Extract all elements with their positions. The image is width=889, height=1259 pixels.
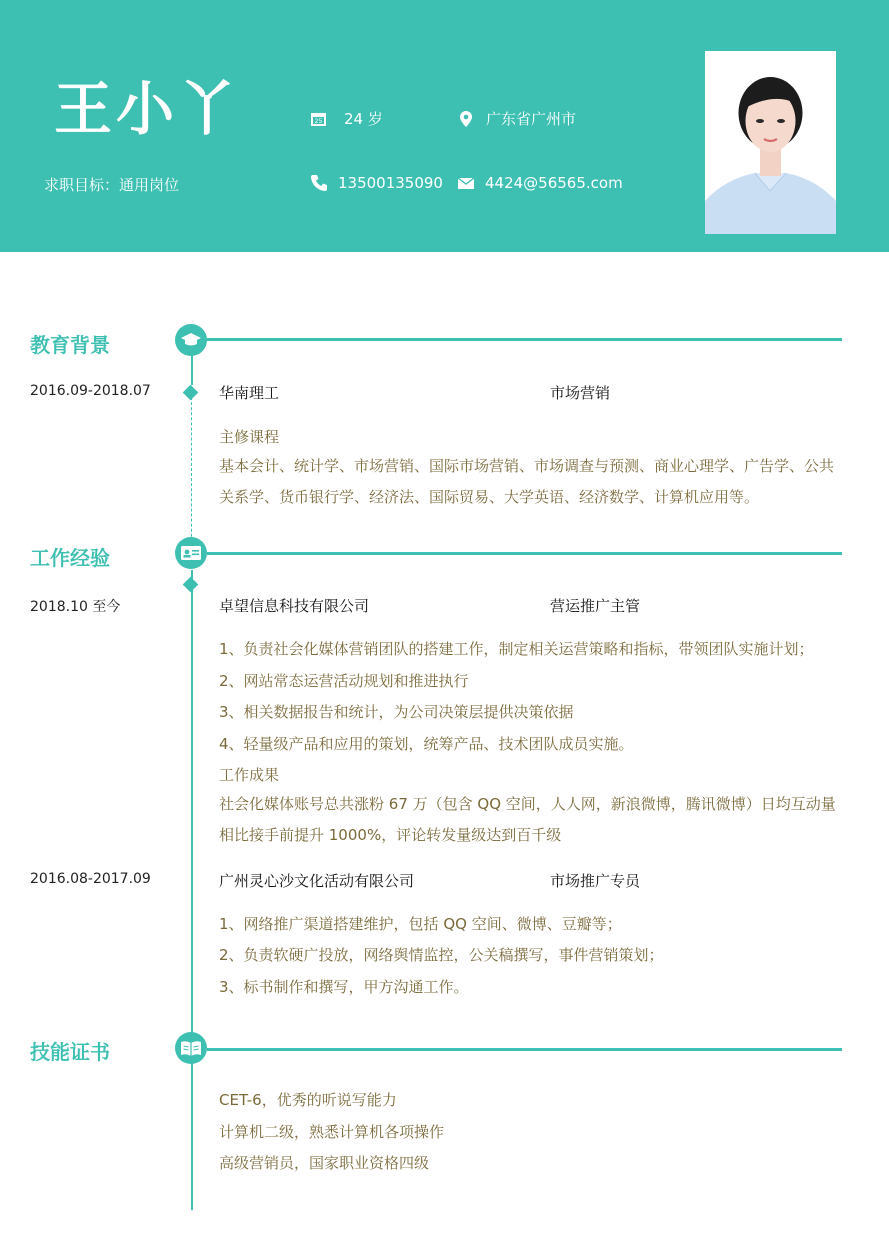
job-duty: 3、标书制作和撰写，甲方沟通工作。 bbox=[219, 978, 469, 996]
profile-photo bbox=[705, 51, 836, 234]
school-name: 华南理工 bbox=[219, 384, 280, 402]
section-divider bbox=[207, 552, 842, 555]
section-title-education: 教育背景 bbox=[30, 333, 110, 357]
courses-label: 主修课程 bbox=[219, 428, 280, 446]
header-zigzag-edge bbox=[0, 240, 889, 252]
job-date: 2018.10 至今 bbox=[30, 599, 121, 615]
skill-item: CET-6，优秀的听说写能力 bbox=[219, 1091, 397, 1109]
job-role: 市场推广专员 bbox=[550, 872, 641, 890]
location-text: 广东省广州市 bbox=[486, 110, 577, 128]
job-role: 营运推广主管 bbox=[550, 597, 641, 615]
phone-text: 13500135090 bbox=[338, 174, 443, 192]
timeline-line-top bbox=[191, 355, 193, 385]
timeline-dashed-segment bbox=[191, 392, 192, 552]
timeline-line bbox=[191, 570, 193, 1210]
section-title-work: 工作经验 bbox=[30, 546, 110, 570]
skill-item: 计算机二级，熟悉计算机各项操作 bbox=[219, 1123, 445, 1141]
age-text: 24 岁 bbox=[344, 110, 383, 128]
job-duty: 1、负责社会化媒体营销团队的搭建工作，制定相关运营策略和指标，带领团队实施计划； bbox=[219, 640, 814, 658]
email-text: 4424@56565.com bbox=[485, 174, 623, 192]
section-divider bbox=[207, 1048, 842, 1051]
job-duty: 3、相关数据报告和统计，为公司决策层提供决策依据 bbox=[219, 703, 574, 721]
phone-info bbox=[310, 174, 443, 192]
job-objective: 求职目标：通用岗位 bbox=[44, 176, 180, 194]
id-card-icon bbox=[175, 537, 207, 569]
email-info bbox=[457, 174, 623, 192]
timeline-marker bbox=[183, 577, 199, 593]
job-duty: 2、网站常态运营活动规划和推进执行 bbox=[219, 672, 469, 690]
graduation-cap-icon bbox=[175, 324, 207, 356]
job-duty: 4、轻量级产品和应用的策划，统筹产品、技术团队成员实施。 bbox=[219, 735, 634, 753]
company-name: 广州灵心沙文化活动有限公司 bbox=[219, 872, 415, 890]
major-name: 市场营销 bbox=[550, 384, 611, 402]
calendar-day: 25 bbox=[314, 117, 323, 125]
book-icon bbox=[175, 1032, 207, 1064]
location-info bbox=[458, 108, 576, 129]
job-date: 2016.08-2017.09 bbox=[30, 871, 151, 887]
education-date: 2016.09-2018.07 bbox=[30, 383, 151, 399]
section-divider bbox=[207, 338, 842, 341]
header-banner bbox=[0, 0, 889, 252]
work-result-label: 工作成果 bbox=[219, 766, 280, 784]
section-title-skills: 技能证书 bbox=[30, 1040, 110, 1064]
courses-list: 基本会计、统计学、市场营销、国际市场营销、市场调查与预测、商业心理学、广告学、公共关系学、货币银行学、经济法、国际贸易、大学英语、经济数学、计算机应用等。 bbox=[219, 457, 835, 506]
company-name: 卓望信息科技有限公司 bbox=[219, 597, 370, 615]
skill-item: 高级营销员，国家职业资格四级 bbox=[219, 1154, 430, 1172]
job-duty: 2、负责软硬广投放，网络舆情监控，公关稿撰写，事件营销策划； bbox=[219, 946, 664, 964]
age-info bbox=[310, 108, 383, 129]
calendar-icon bbox=[310, 110, 328, 128]
job-duty: 1、网络推广渠道搭建维护，包括 QQ 空间、微博、豆瓣等； bbox=[219, 915, 622, 933]
timeline-marker bbox=[183, 385, 199, 401]
envelope-icon bbox=[457, 174, 475, 192]
phone-icon bbox=[310, 174, 328, 192]
work-result-text: 社会化媒体账号总共涨粉 67 万（包含 QQ 空间，人人网，新浪微博，腾讯微博）日均互动量相比接手前提升 1000%，评论转发量级达到百千级 bbox=[219, 795, 836, 844]
location-pin-icon bbox=[458, 110, 476, 128]
candidate-name: 王小丫 bbox=[54, 75, 241, 143]
